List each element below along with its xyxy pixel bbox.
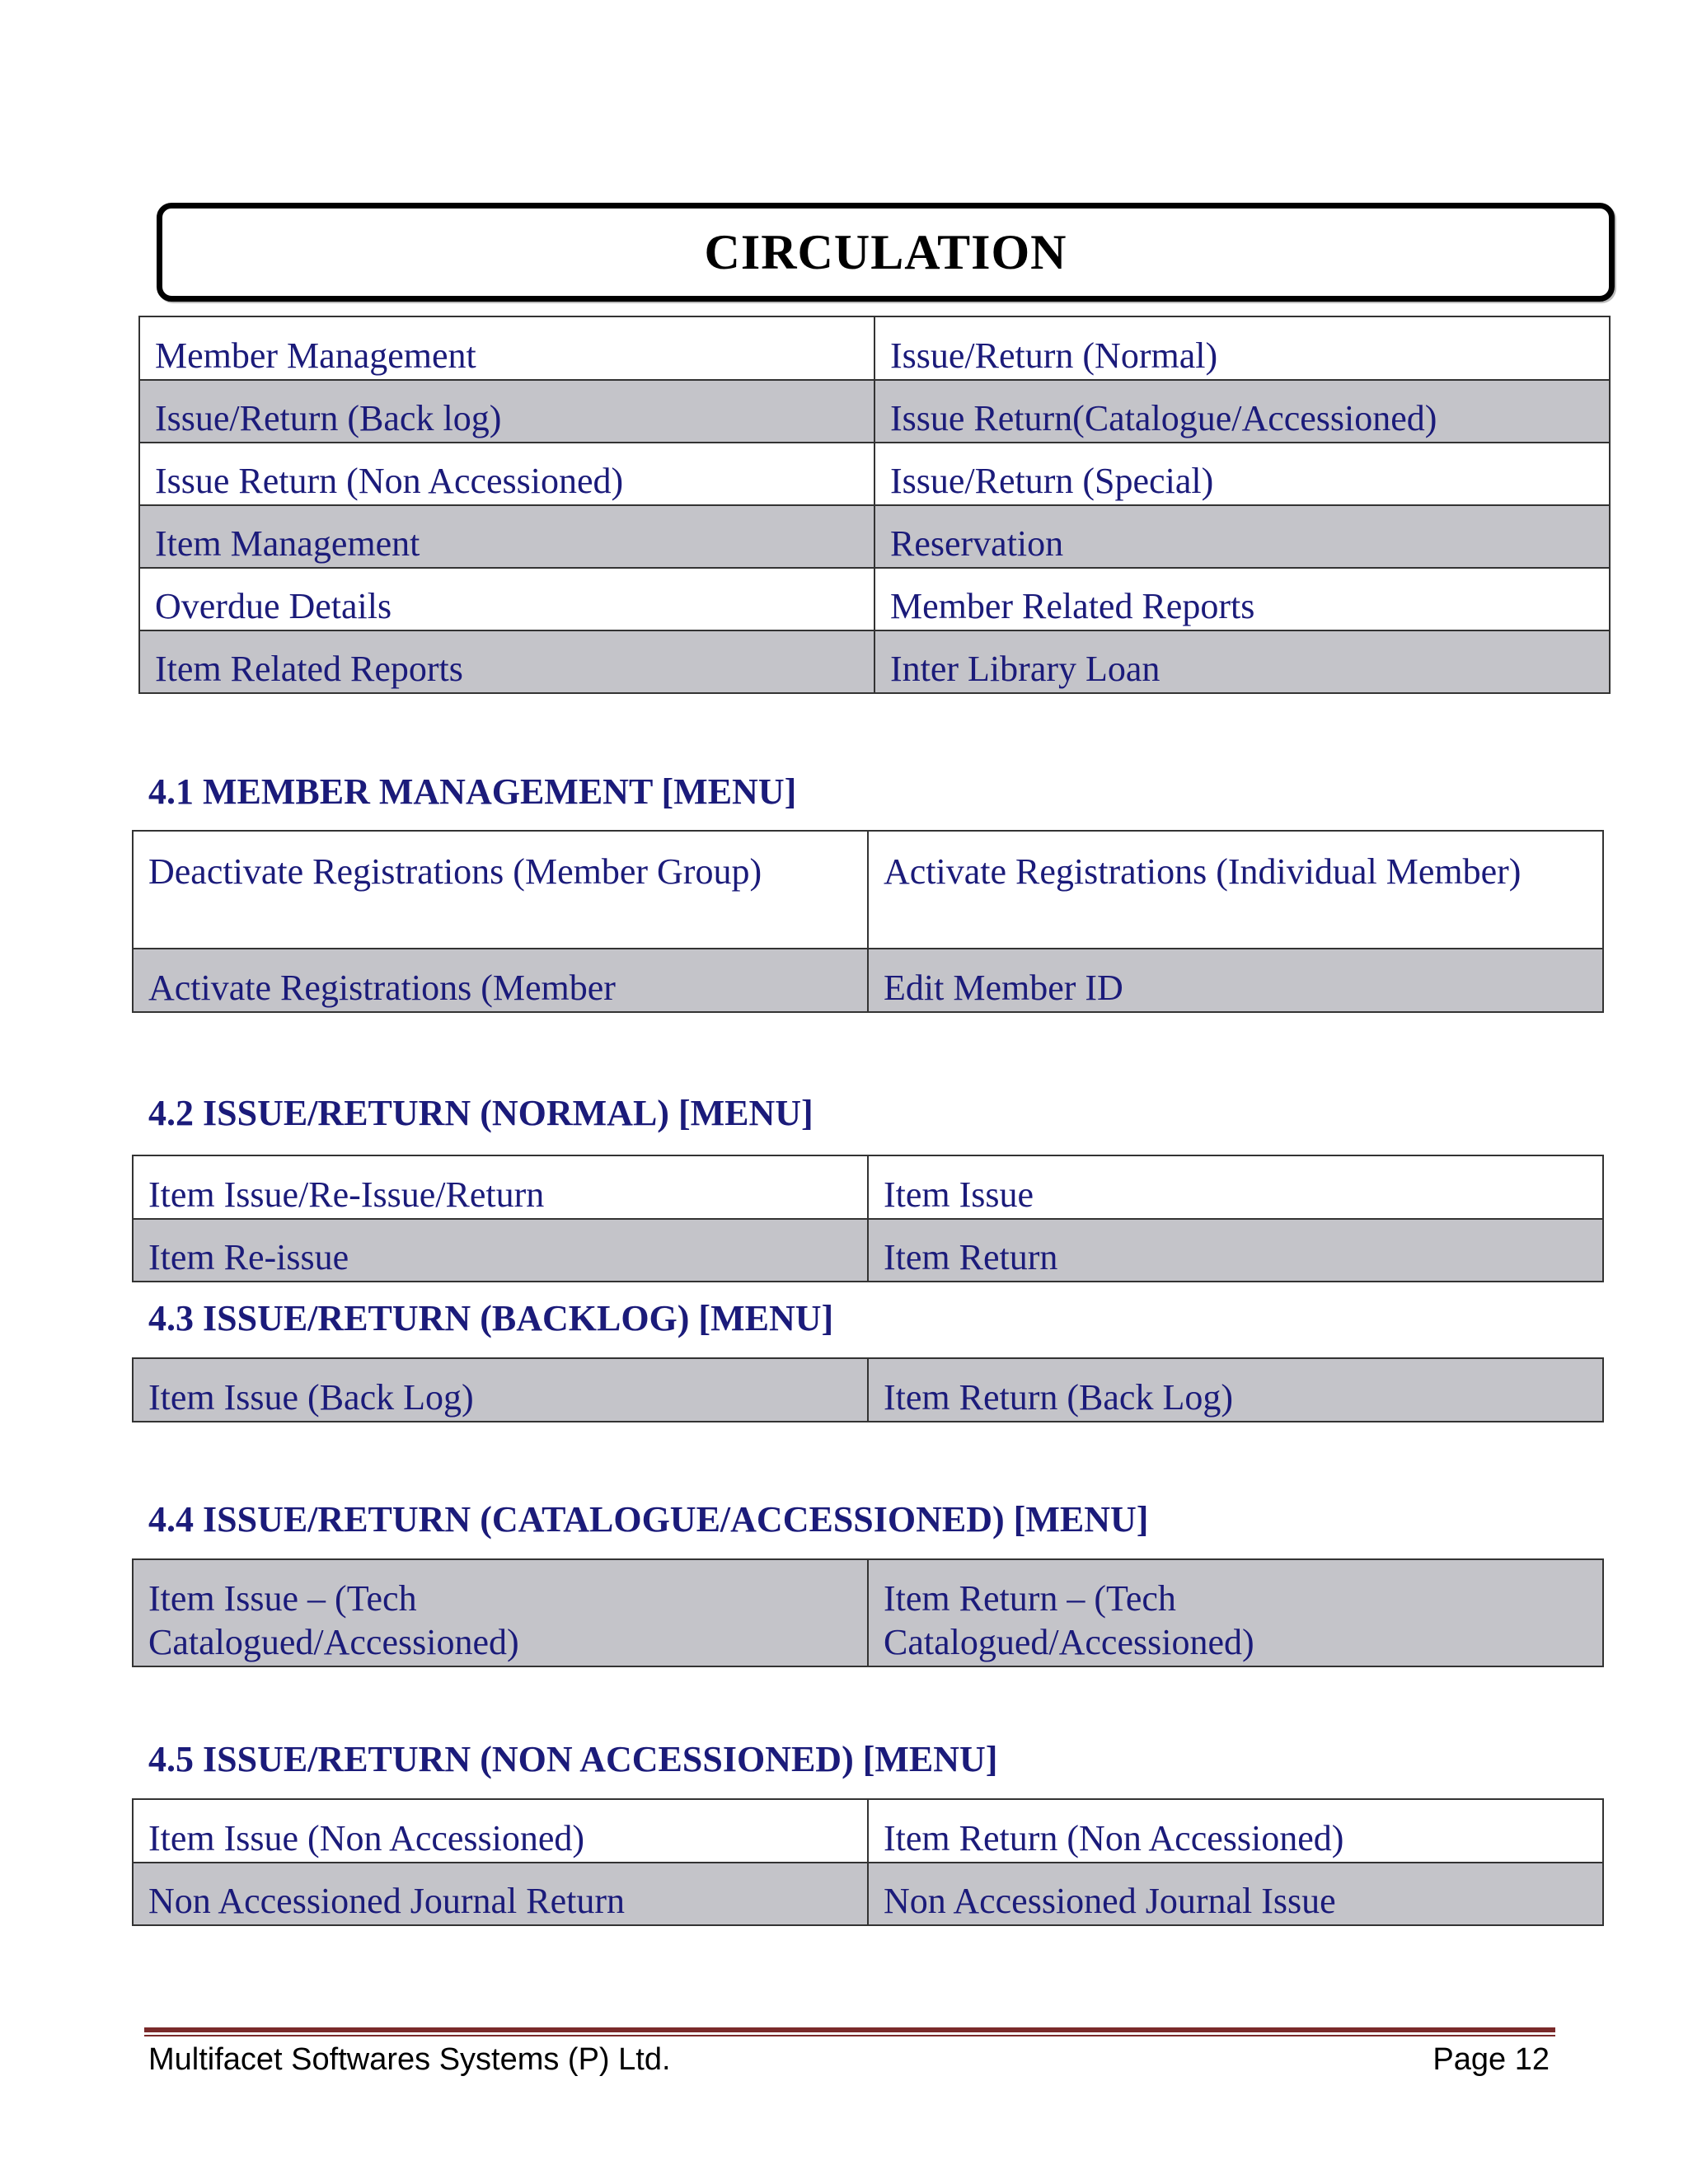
- member-management-table: [132, 830, 1604, 1013]
- table-cell: Issue Return (Non Accessioned): [139, 443, 874, 505]
- section-heading: 4.4 ISSUE/RETURN (CATALOGUE/ACCESSIONED) [MENU]: [148, 1499, 1149, 1540]
- section-heading: 4.1 MEMBER MANAGEMENT [MENU]: [148, 771, 797, 812]
- table-cell: Item Return (Non Accessioned): [868, 1799, 1603, 1863]
- table-cell: Item Issue (Back Log): [133, 1358, 868, 1422]
- table-cell: Reservation: [874, 505, 1610, 568]
- footer-company: Multifacet Softwares Systems (P) Ltd.: [148, 2042, 671, 2077]
- table-cell: Item Issue (Non Accessioned): [133, 1799, 868, 1863]
- table-cell: Item Issue: [868, 1155, 1603, 1219]
- issue-return-backlog-table: [132, 1357, 1604, 1422]
- table-cell: Issue Return(Catalogue/Accessioned): [874, 380, 1610, 443]
- footer-page-number: Page 12: [1432, 2042, 1550, 2077]
- issue-return-non-accessioned-table: [132, 1798, 1604, 1926]
- table-cell: Item Return – (Tech Catalogued/Accessioned): [868, 1559, 1603, 1666]
- table-cell: Issue/Return (Normal): [874, 316, 1610, 380]
- table-cell: Edit Member ID: [868, 949, 1603, 1012]
- footer-divider: [144, 2027, 1555, 2032]
- table-cell: Item Return (Back Log): [868, 1358, 1603, 1422]
- table-cell: Item Issue – (Tech Catalogued/Accessioned): [133, 1559, 868, 1666]
- table-cell: Item Re-issue: [133, 1219, 868, 1282]
- section-heading: 4.3 ISSUE/RETURN (BACKLOG) [MENU]: [148, 1298, 834, 1338]
- table-cell: Activate Registrations (Member: [133, 949, 868, 1012]
- table-cell: Issue/Return (Back log): [139, 380, 874, 443]
- issue-return-normal-table: [132, 1155, 1604, 1282]
- circulation-table: [138, 316, 1611, 694]
- issue-return-catalogue-table: [132, 1558, 1604, 1667]
- table-cell: Item Related Reports: [139, 630, 874, 693]
- table-cell: Non Accessioned Journal Return: [133, 1863, 868, 1925]
- table-cell: Member Related Reports: [874, 568, 1610, 630]
- table-cell: Item Return: [868, 1219, 1603, 1282]
- table-cell: Issue/Return (Special): [874, 443, 1610, 505]
- section-heading: 4.5 ISSUE/RETURN (NON ACCESSIONED) [MENU]: [148, 1739, 998, 1779]
- table-cell: Inter Library Loan: [874, 630, 1610, 693]
- table-cell: Activate Registrations (Individual Member): [868, 831, 1603, 949]
- table-cell: Overdue Details: [139, 568, 874, 630]
- table-cell: Deactivate Registrations (Member Group): [133, 831, 868, 949]
- footer-divider-thin: [144, 2035, 1555, 2036]
- table-cell: Member Management: [139, 316, 874, 380]
- table-cell: Non Accessioned Journal Issue: [868, 1863, 1603, 1925]
- table-cell: Item Management: [139, 505, 874, 568]
- section-heading: 4.2 ISSUE/RETURN (NORMAL) [MENU]: [148, 1093, 814, 1133]
- page-title-box: [157, 203, 1615, 302]
- table-cell: Item Issue/Re-Issue/Return: [133, 1155, 868, 1219]
- page-title: CIRCULATION: [704, 224, 1067, 279]
